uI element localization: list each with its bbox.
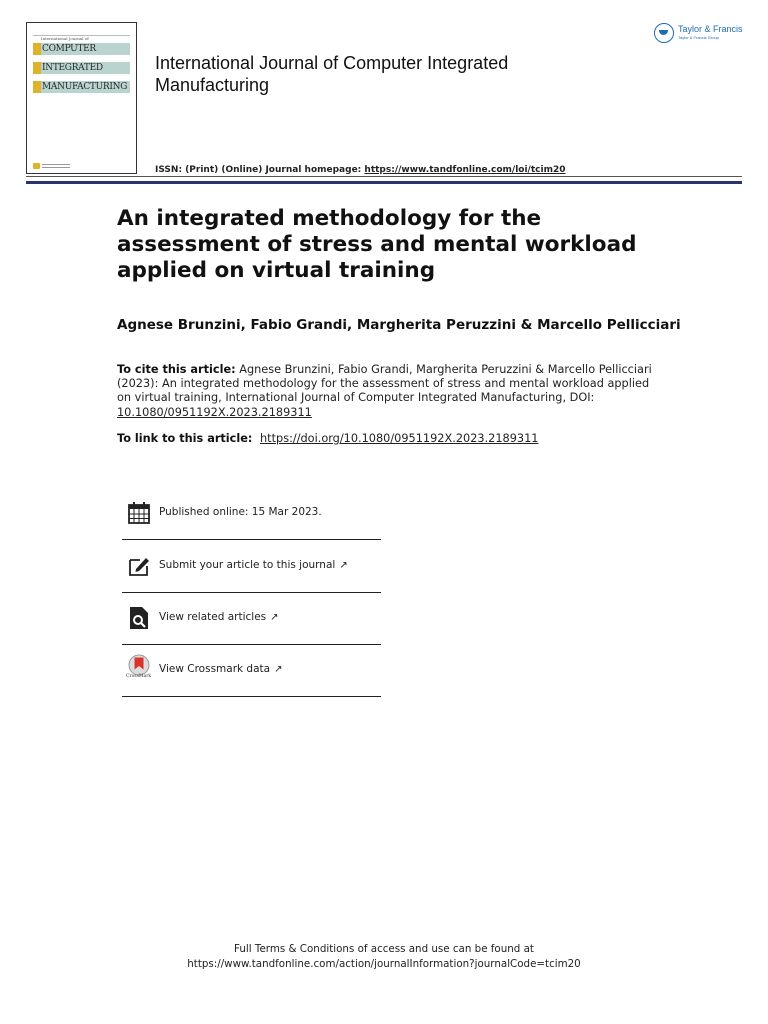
cover-word: MANUFACTURING [42, 82, 128, 92]
cover-word-bar [33, 62, 130, 74]
publisher-logo-icon [654, 23, 674, 43]
article-authors: Agnese Brunzini, Fabio Grandi, Margherita Peruzzini & Marcello Pellicciari [117, 317, 681, 333]
cover-subtitle: International Journal of [41, 36, 89, 41]
external-link-icon: ↗ [339, 560, 348, 571]
submit-article-row[interactable] [122, 541, 381, 593]
article-title: An integrated methodology for the assessment of stress and mental workload applied on virtual training [117, 206, 637, 283]
article-doi-url[interactable]: https://doi.org/10.1080/0951192X.2023.2189311 [260, 432, 539, 445]
calendar-icon [127, 501, 151, 525]
terms-footer [0, 942, 768, 971]
cover-word: INTEGRATED [42, 63, 103, 73]
cover-word-bar [33, 81, 130, 93]
issn-line [155, 165, 565, 175]
published-date: Published online: 15 Mar 2023. [159, 506, 322, 518]
publisher-group: Taylor & Francis Group [678, 35, 719, 40]
publisher-name: Taylor & Francis [678, 24, 743, 34]
crossmark-caption: CrossMark [126, 674, 152, 679]
journal-title: International Journal of Computer Integrated Manufacturing [155, 53, 509, 95]
external-link-icon: ↗ [274, 664, 283, 675]
cover-header-line [33, 29, 130, 36]
journal-cover [26, 22, 137, 174]
cover-word-bar [33, 43, 130, 55]
header-divider [26, 176, 742, 177]
header-divider-thick [26, 181, 742, 184]
document-search-icon [127, 606, 151, 630]
publisher-logo[interactable] [654, 23, 754, 47]
footer-terms-text: Full Terms & Conditions of access and use can be found at [234, 943, 534, 955]
journal-homepage-link[interactable]: https://www.tandfonline.com/loi/tcim20 [364, 165, 566, 175]
edit-icon [127, 554, 151, 578]
related-articles-row[interactable] [122, 593, 381, 645]
citation-block [117, 363, 657, 420]
citation-text: Agnese Brunzini, Fabio Grandi, Margherita Peruzzini & Marcello Pellicciari (2023): An integrated methodology for the assessment of stress and mental workload applied on virtual training, International Journal of Computer Integrated Manufacturing, DOI: [117, 363, 652, 405]
related-articles-link[interactable]: View related articles ↗ [159, 611, 279, 623]
citation-doi-link[interactable]: 10.1080/0951192X.2023.2189311 [117, 405, 312, 419]
cover-word: COMPUTER [42, 44, 96, 54]
published-row [122, 488, 381, 540]
crossmark-row[interactable] [122, 645, 381, 697]
citation-label: To cite this article: [117, 363, 236, 376]
footer-terms-url[interactable]: https://www.tandfonline.com/action/journalInformation?journalCode=tcim20 [187, 957, 581, 970]
external-link-icon: ↗ [270, 612, 279, 623]
crossmark-link[interactable]: View Crossmark data ↗ [159, 663, 283, 675]
issn-label: ISSN: (Print) (Online) Journal homepage: [155, 165, 362, 175]
cover-publisher-mark [33, 163, 73, 169]
article-link-line [117, 432, 538, 445]
submit-article-link[interactable]: Submit your article to this journal ↗ [159, 559, 348, 571]
article-link-label: To link to this article: [117, 432, 253, 445]
